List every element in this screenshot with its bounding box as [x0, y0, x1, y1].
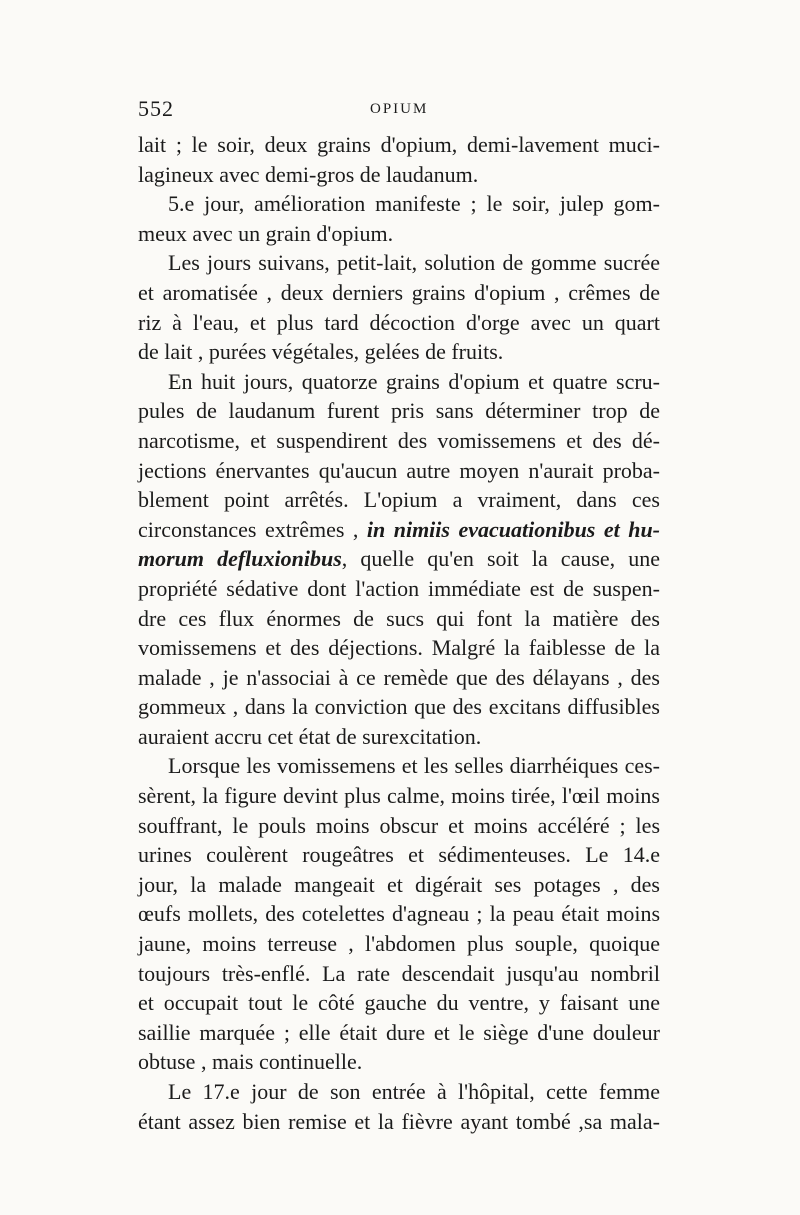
text-line: Le 17.e jour de son entrée à l'hôpital, cette femme: [168, 1079, 660, 1104]
body-text: [138, 130, 660, 1136]
text-line: blement point arrêtés. L'opium a vraiment, dans ces: [138, 487, 660, 513]
text-line: obtuse , mais continuelle.: [138, 1049, 363, 1075]
text-line: et aromatisée , deux derniers grains d'opium , crêmes de: [138, 279, 660, 305]
latin-phrase: morum defluxionibus: [138, 546, 342, 572]
text-line: malade , je n'associai à ce remède que des délayans , des: [138, 664, 660, 690]
text-run: circonstances extrêmes ,: [138, 516, 359, 542]
text-line: jections énervantes qu'aucun autre moyen n'aurait proba-: [138, 457, 660, 483]
text-line: étant assez bien remise et la fièvre ayant tombé ,sa mala-: [138, 1108, 660, 1134]
page-number: 552: [138, 96, 174, 121]
text-line: sèrent, la figure devint plus calme, moins tirée, l'œil moins: [138, 783, 660, 809]
text-line: jaune, moins terreuse , l'abdomen plus souple, quoique: [138, 931, 660, 957]
text-line: Lorsque les vomissemens et les selles diarrhéiques ces-: [168, 753, 660, 779]
text-line: jour, la malade mangeait et digérait ses potages , des: [138, 871, 660, 897]
text-line: En huit jours, quatorze grains d'opium et quatre scru-: [168, 368, 660, 394]
text-line: narcotisme, et suspendirent des vomissemens et des dé-: [138, 427, 660, 453]
text-line: pules de laudanum furent pris sans déterminer trop de: [138, 398, 660, 424]
text-line-mixed: [138, 515, 660, 545]
text-line: Les jours suivans, petit-lait, solution de gomme sucrée: [168, 250, 660, 276]
text-line: meux avec un grain d'opium.: [138, 220, 394, 246]
text-line: saillie marquée ; elle était dure et le siège d'une douleur: [138, 1019, 660, 1045]
text-run: , quelle qu'en soit la cause, une: [341, 546, 661, 572]
text-line: souffrant, le pouls moins obscur et moins accéléré ; les: [138, 812, 660, 838]
text-line: et occupait tout le côté gauche du ventre, y faisant une: [138, 990, 660, 1016]
text-line: vomissemens et des déjections. Malgré la faiblesse de la: [138, 635, 660, 661]
running-title: OPIUM: [370, 101, 429, 117]
text-line: lait ; le soir, deux grains d'opium, demi-lavement muci-: [138, 132, 660, 157]
text-line: propriété sédative dont l'action immédiate est de suspen-: [138, 575, 660, 601]
text-line: de lait , purées végétales, gelées de fruits.: [138, 339, 504, 365]
text-line: œufs mollets, des cotelettes d'agneau ; la peau était moins: [138, 901, 660, 927]
latin-phrase: in nimiis evacuationibus et hu-: [366, 516, 661, 542]
text-line-mixed: [138, 544, 660, 574]
text-line: toujours très-enflé. La rate descendait jusqu'au nombril: [138, 960, 660, 986]
text-line: auraient accru cet état de surexcitation.: [138, 723, 482, 749]
text-line: dre ces flux énormes de sucs qui font la matière des: [138, 605, 660, 631]
text-line: urines coulèrent rougeâtres et sédimenteuses. Le 14.e: [138, 842, 660, 868]
running-head: [138, 96, 660, 126]
text-line: riz à l'eau, et plus tard décoction d'orge avec un quart: [138, 309, 660, 335]
text-line: 5.e jour, amélioration manifeste ; le soir, julep gom-: [168, 191, 660, 217]
text-line: gommeux , dans la conviction que des excitans diffusibles: [138, 694, 660, 720]
text-line: lagineux avec demi-gros de laudanum.: [138, 161, 479, 187]
